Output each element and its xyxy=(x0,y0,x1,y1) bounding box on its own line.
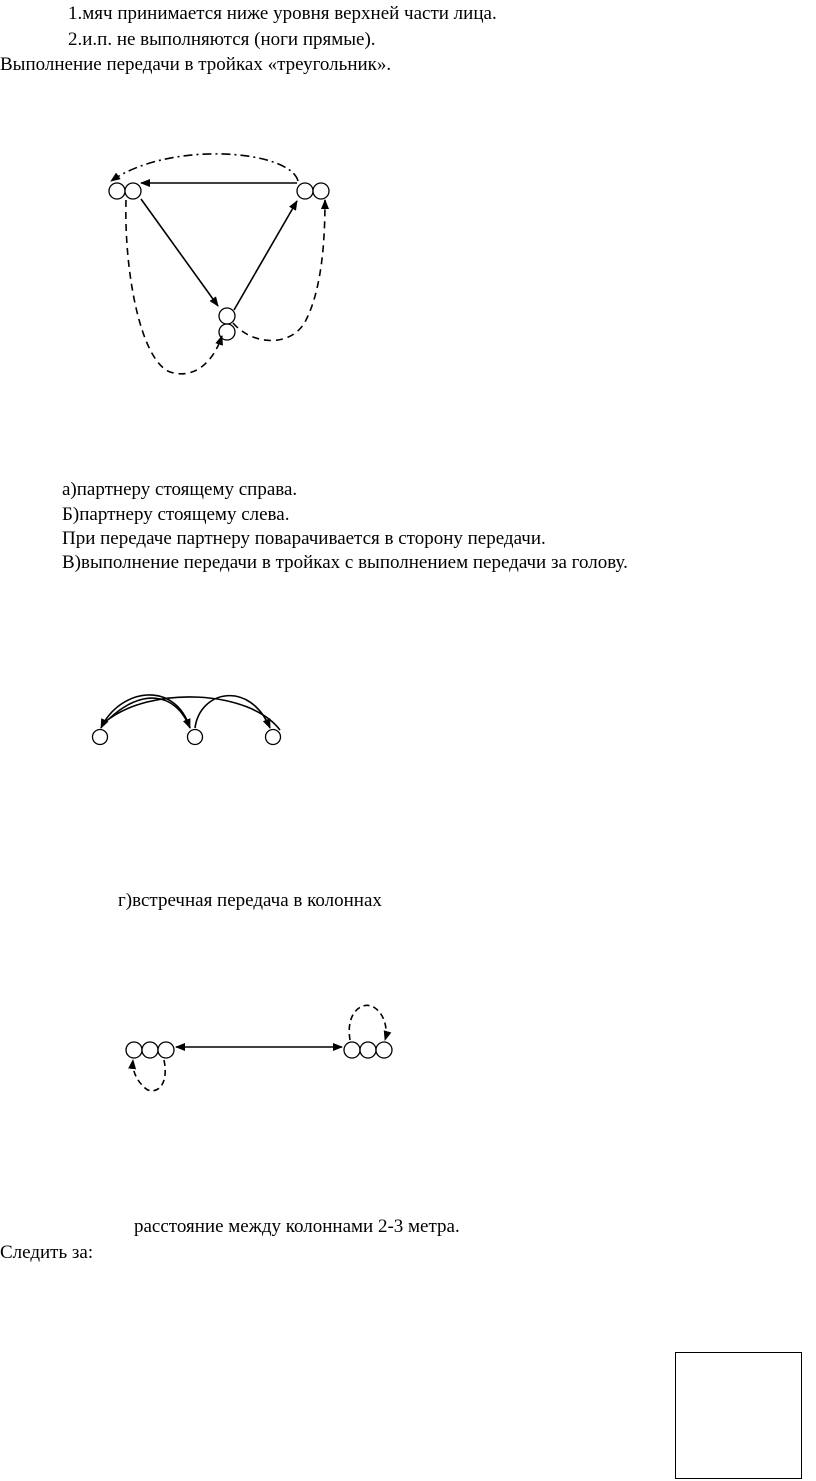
column-pass-title: г)встречная передача в колоннах xyxy=(118,890,382,911)
player-circle xyxy=(376,1042,392,1058)
watch-label: Следить за: xyxy=(0,1242,94,1263)
player-circle xyxy=(126,1042,142,1058)
player-circle xyxy=(360,1042,376,1058)
player-circle xyxy=(142,1042,158,1058)
option-b: Б)партнеру стоящему слева. xyxy=(62,504,290,525)
rule-line-2: 2.и.п. не выполняются (ноги прямые). xyxy=(68,29,376,50)
column-distance-note: расстояние между колоннами 2-3 метра. xyxy=(134,1216,460,1237)
empty-frame xyxy=(675,1352,802,1479)
rule-line-1: 1.мяч принимается ниже уровня верхней части лица. xyxy=(68,3,497,24)
player-circle xyxy=(158,1042,174,1058)
option-note: При передаче партнеру поварачивается в сторону передачи. xyxy=(62,528,546,549)
dashed-run-path xyxy=(133,1060,165,1091)
option-v: В)выполнение передачи в тройках с выполнением передачи за голову. xyxy=(62,552,628,573)
dashed-run-path xyxy=(349,1005,386,1040)
option-a: а)партнеру стоящему справа. xyxy=(62,479,298,500)
player-circle xyxy=(344,1042,360,1058)
section-heading-triangle: Выполнение передачи в тройках «треугольник». xyxy=(0,54,392,75)
